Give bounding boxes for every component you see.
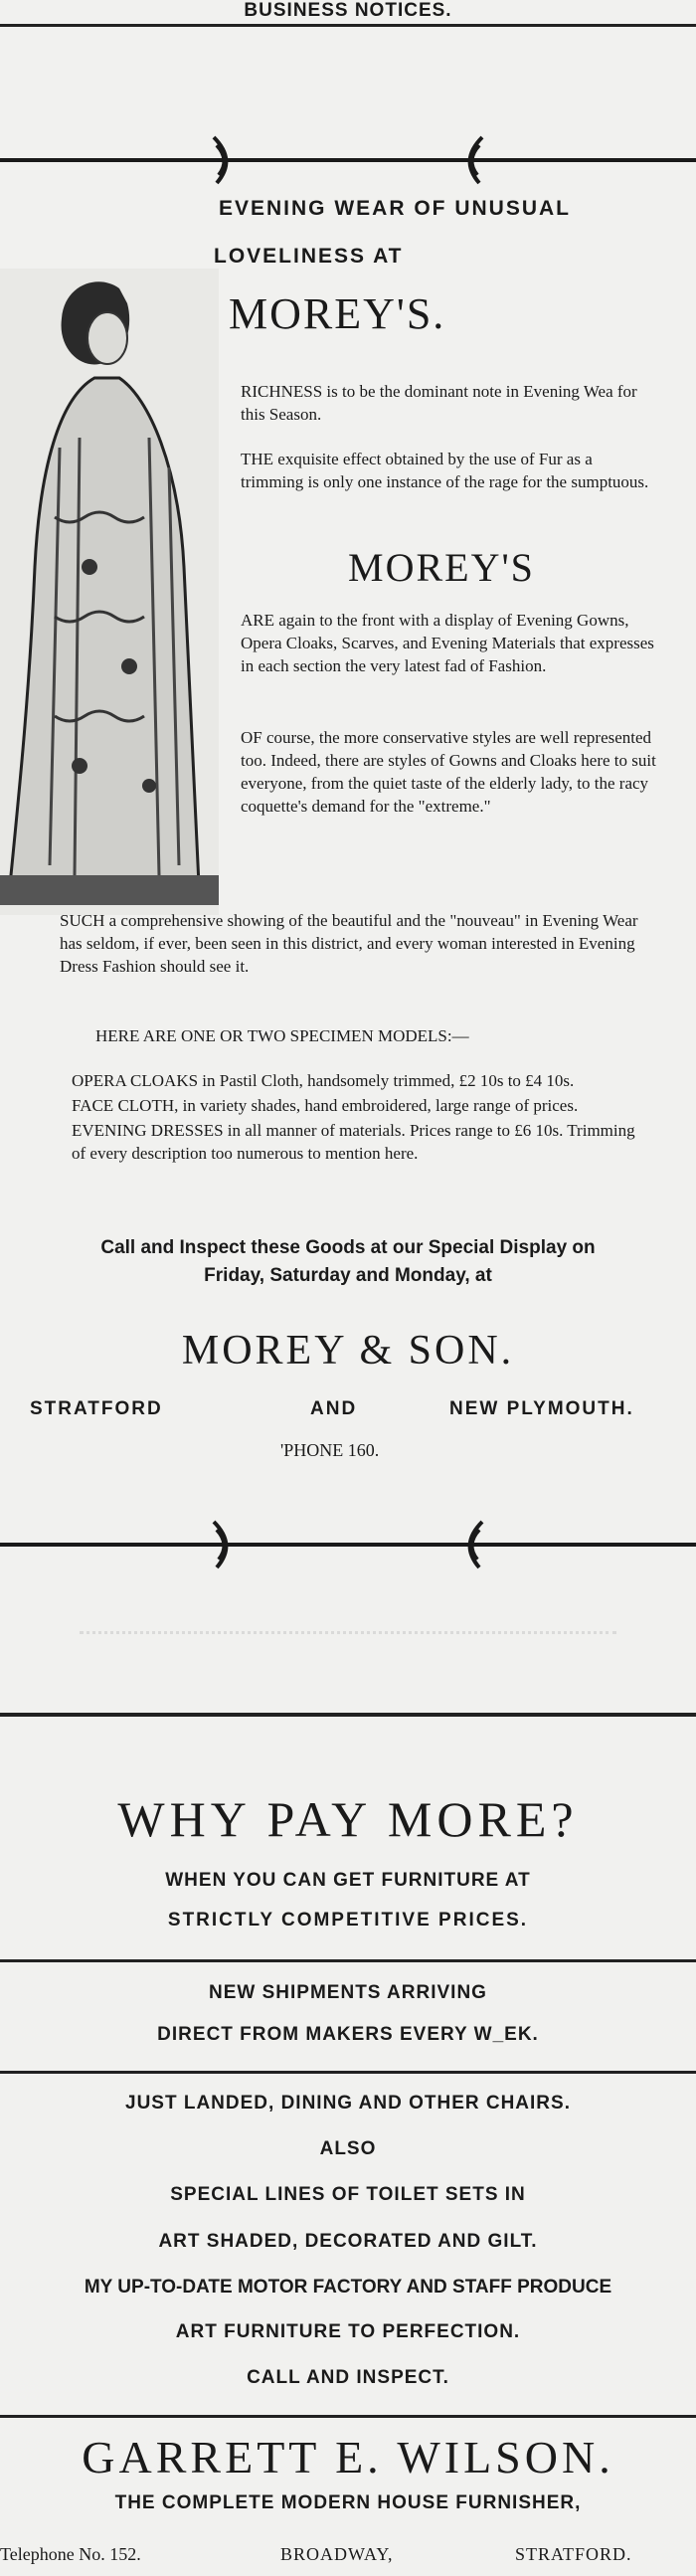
- why-pay-more-headline: WHY PAY MORE?: [117, 1791, 579, 1847]
- phone-number: 'PHONE 160.: [280, 1440, 380, 1460]
- ornamental-divider-top: [0, 127, 696, 187]
- call-line-1: Call and Inspect these Goods at our Special Display on: [100, 1237, 596, 1258]
- wilson-list-3: SPECIAL LINES OF TOILET SETS IN: [170, 2184, 526, 2205]
- call-line-2: Friday, Saturday and Monday, at: [204, 1265, 492, 1286]
- morey-name-second: MOREY'S: [348, 545, 535, 590]
- morey-name-large: MOREY'S.: [229, 289, 446, 338]
- evening-gown-illustration: [0, 269, 219, 915]
- ornamental-divider-bottom: [0, 1512, 696, 1571]
- wilson-rule-2: [0, 2071, 696, 2074]
- wilson-list-2: ALSO: [319, 2138, 377, 2159]
- wilson-rule-3: [0, 2415, 696, 2418]
- town-new-plymouth: NEW PLYMOUTH.: [449, 1398, 634, 1419]
- wilson-sub-2: STRICTLY COMPETITIVE PRICES.: [167, 1910, 529, 1931]
- wilson-sub-1: WHEN YOU CAN GET FURNITURE AT: [165, 1870, 531, 1891]
- wilson-list-7: CALL AND INSPECT.: [247, 2367, 449, 2388]
- list-item: OPERA CLOAKS in Pastil Cloth, handsomely trimmed, £2 10s to £4 10s.: [72, 1071, 575, 1090]
- ad-separator-rule: [0, 1713, 696, 1717]
- specimen-heading: HERE ARE ONE OR TWO SPECIMEN MODELS:—: [95, 1026, 469, 1045]
- list-item: FACE CLOTH, in variety shades, hand embroidered, large range of prices.: [72, 1096, 579, 1115]
- wilson-street: BROADWAY,: [280, 2544, 394, 2564]
- wilson-rule-1: [0, 1959, 696, 1962]
- paragraph-display: ARE again to the front with a display of Evening Gowns, Opera Cloaks, Scarves, and Evening Materials that expresses in each section the very latest fad of Fashion.: [241, 611, 654, 675]
- shipments-line-1: NEW SHIPMENTS ARRIVING: [209, 1982, 487, 2003]
- firm-name-morey: MOREY & SON.: [181, 1328, 515, 1374]
- wilson-list-5: MY UP-TO-DATE MOTOR FACTORY AND STAFF PRODUCE: [84, 2277, 612, 2298]
- wilson-list-6: ART FURNITURE TO PERFECTION.: [175, 2321, 521, 2342]
- town-and: AND: [310, 1398, 358, 1419]
- paragraph-comprehensive: SUCH a comprehensive showing of the beautiful and the "nouveau" in Evening Wear has seldom, if ever, been seen in this district, and every woman interested in Evening Dress Fashion should see it.: [60, 911, 638, 976]
- list-item: EVENING DRESSES in all manner of materials. Prices range to £6 10s. Trimming of every description too numerous to mention here.: [72, 1121, 635, 1163]
- paragraph-exquisite: THE exquisite effect obtained by the use of Fur as a trimming is only one instance of the rage for the sumptuous.: [241, 450, 649, 491]
- paragraph-conservative: OF course, the more conservative styles are well represented too. Indeed, there are styles of Gowns and Cloaks here to suit everyone, from the quiet taste of the elderly lady, to the racy coquette's demand for the "extreme.": [241, 728, 656, 816]
- wilson-telephone: Telephone No. 152.: [0, 2544, 141, 2564]
- section-header: BUSINESS NOTICES.: [244, 0, 452, 21]
- wilson-town: STRATFORD.: [515, 2544, 632, 2564]
- bleed-through: [80, 1631, 616, 1684]
- headline-loveliness: LOVELINESS AT: [214, 245, 404, 268]
- headline-evening-wear: EVENING WEAR OF UNUSUAL: [219, 197, 572, 220]
- specimen-list: [72, 1069, 648, 1165]
- town-stratford: STRATFORD: [30, 1398, 163, 1419]
- wilson-tagline: THE COMPLETE MODERN HOUSE FURNISHER,: [114, 2492, 582, 2513]
- shipments-line-2: DIRECT FROM MAKERS EVERY W_EK.: [157, 2024, 539, 2045]
- wilson-list-1: JUST LANDED, DINING AND OTHER CHAIRS.: [125, 2093, 571, 2114]
- header-rule: [0, 24, 696, 27]
- firm-name-wilson: GARRETT E. WILSON.: [82, 2432, 614, 2483]
- wilson-list-4: ART SHADED, DECORATED AND GILT.: [158, 2231, 538, 2252]
- paragraph-richness: RICHNESS is to be the dominant note in Evening Wea for this Season.: [241, 382, 637, 424]
